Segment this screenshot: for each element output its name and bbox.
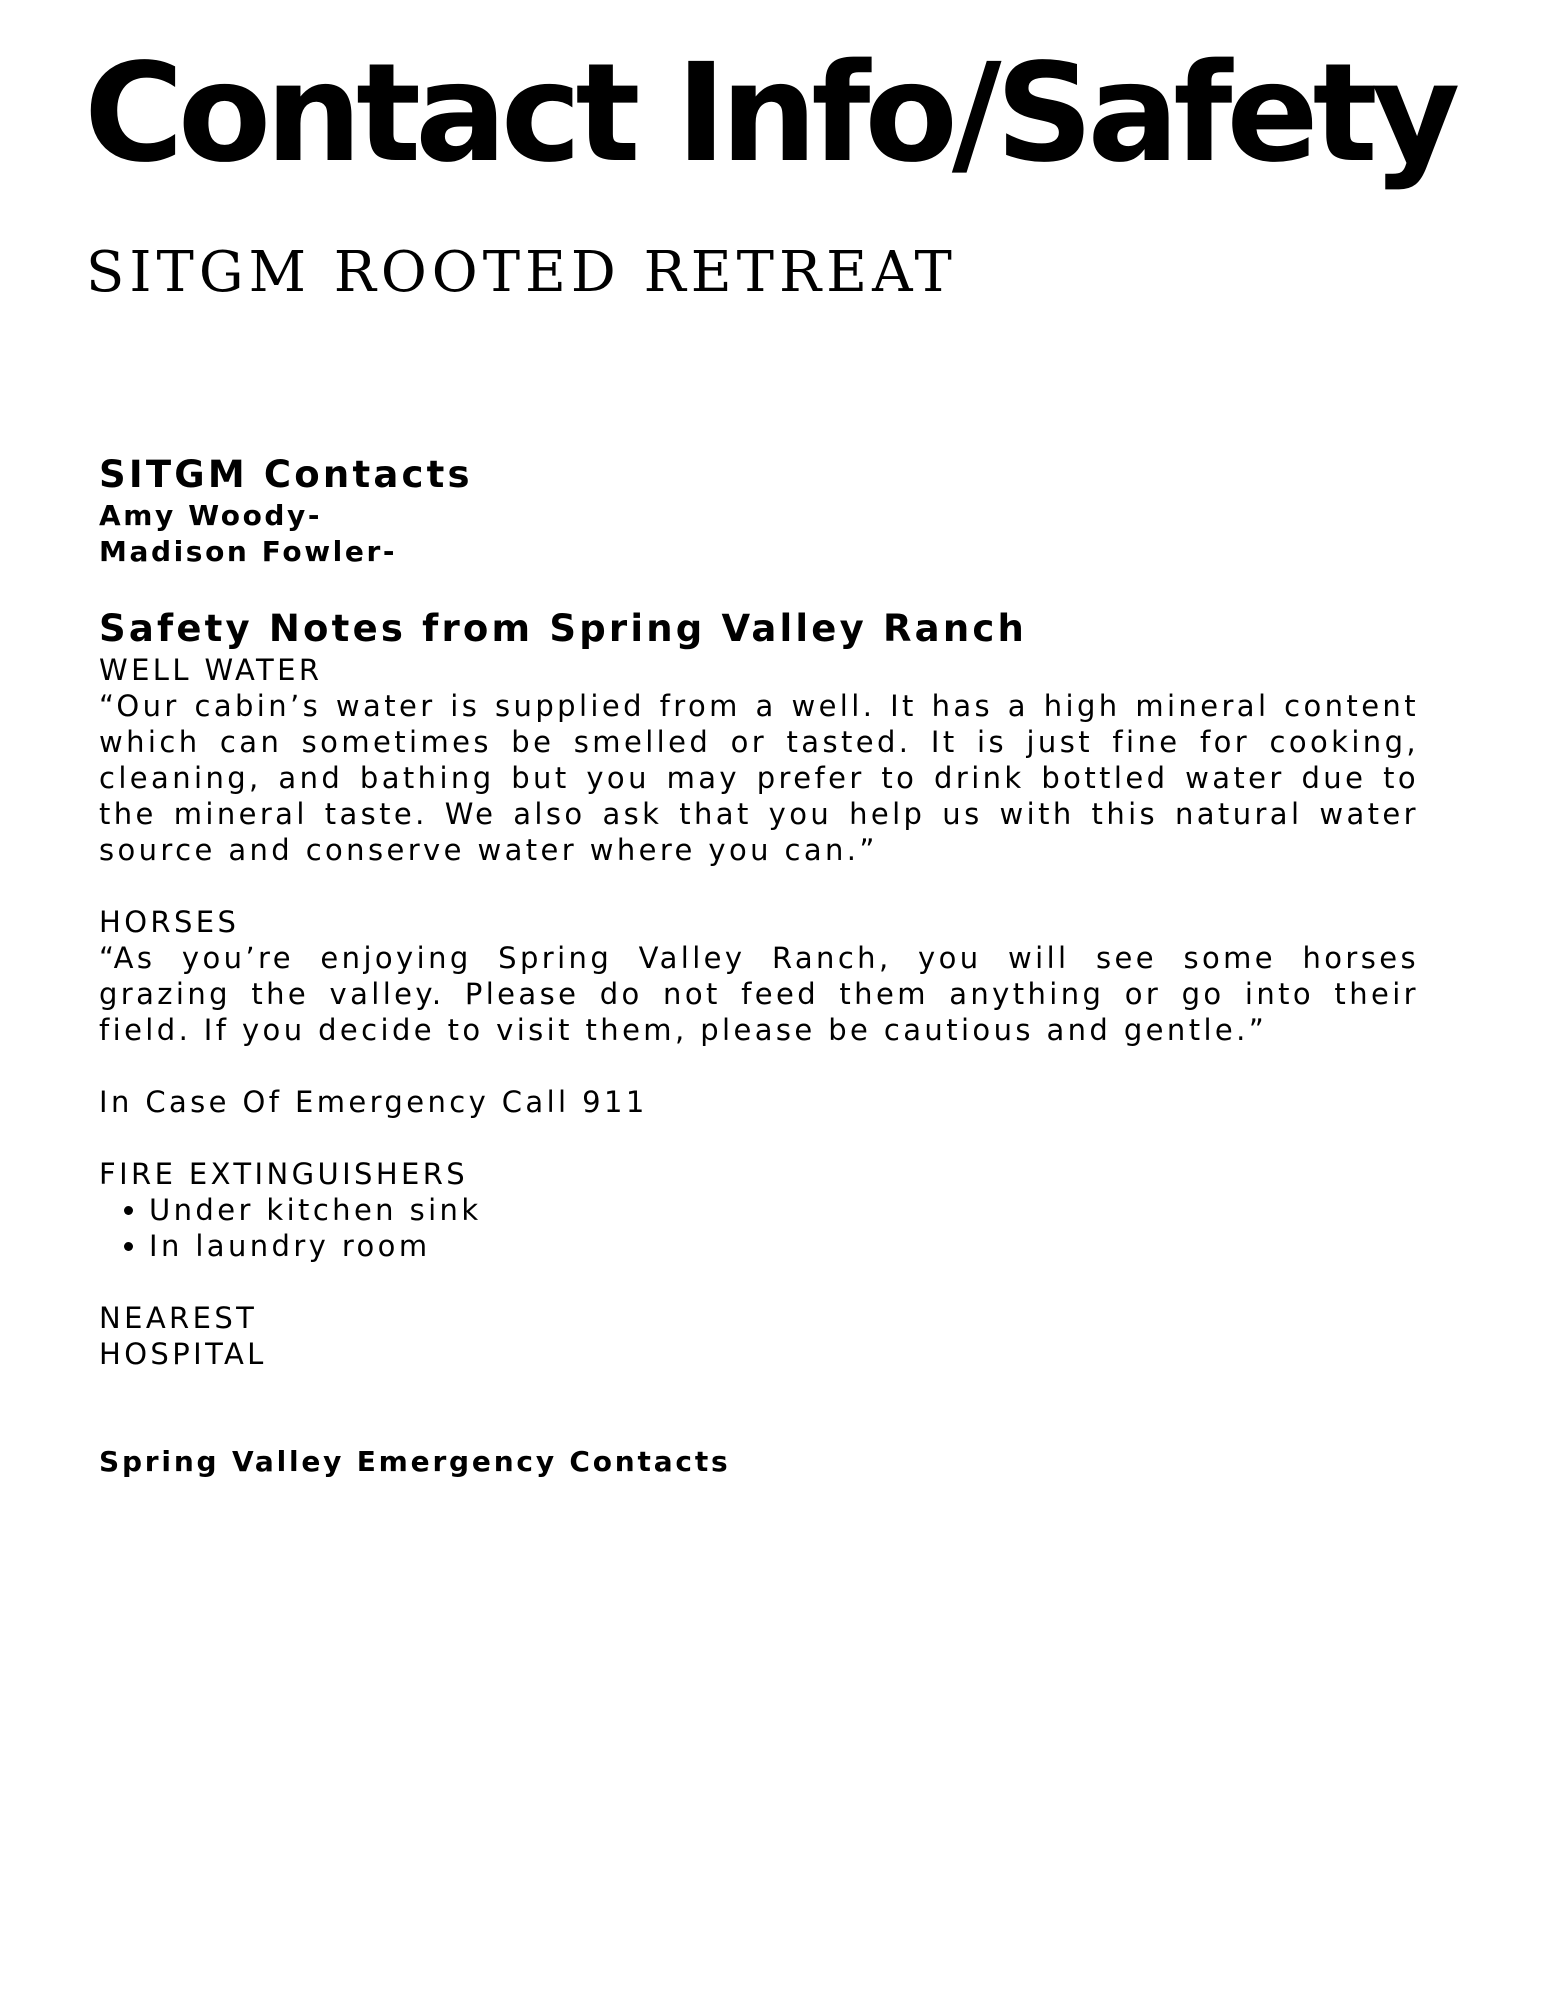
fire-extinguisher-locations [99,1192,1419,1264]
nearest-hospital-label-line1: NEAREST [99,1301,258,1335]
page-title: Contact Info/Safety [84,35,1455,193]
well-water-text: “Our cabin’s water is supplied from a well. It has a high mineral content which can sometimes be smelled or tasted. It is just fine for cooking, cleaning, and bathing but you may prefer to drink bottled water due to the mineral taste. We also ask that you help us with this natural water source and conserve water where you can.” [99,689,1419,867]
list-item: • In laundry room [149,1228,1419,1264]
document-body [99,452,1419,1480]
safety-heading: Safety Notes from Spring Valley Ranch [99,607,1028,650]
emergency-call-text: In Case Of Emergency Call 911 [99,1085,648,1119]
well-water-label: WELL WATER [99,653,323,687]
spring-valley-contacts-heading: Spring Valley Emergency Contacts [99,1445,731,1478]
contact-madison-fowler: Madison Fowler- [99,535,398,568]
list-item: • Under kitchen sink [149,1192,1419,1228]
horses-text: “As you’re enjoying Spring Valley Ranch, you will see some horses grazing the valley. Please do not feed them anything or go into their field. If you decide to visit them, please be cautious and gentle.” [99,941,1419,1047]
page-subtitle: SITGM ROOTED RETREAT [86,240,957,305]
horses-label: HORSES [99,905,240,939]
contact-amy-woody: Amy Woody- [99,499,323,532]
contacts-heading: SITGM Contacts [99,453,473,496]
nearest-hospital-label-line2: HOSPITAL [99,1337,267,1371]
fire-extinguishers-label: FIRE EXTINGUISHERS [99,1157,469,1191]
